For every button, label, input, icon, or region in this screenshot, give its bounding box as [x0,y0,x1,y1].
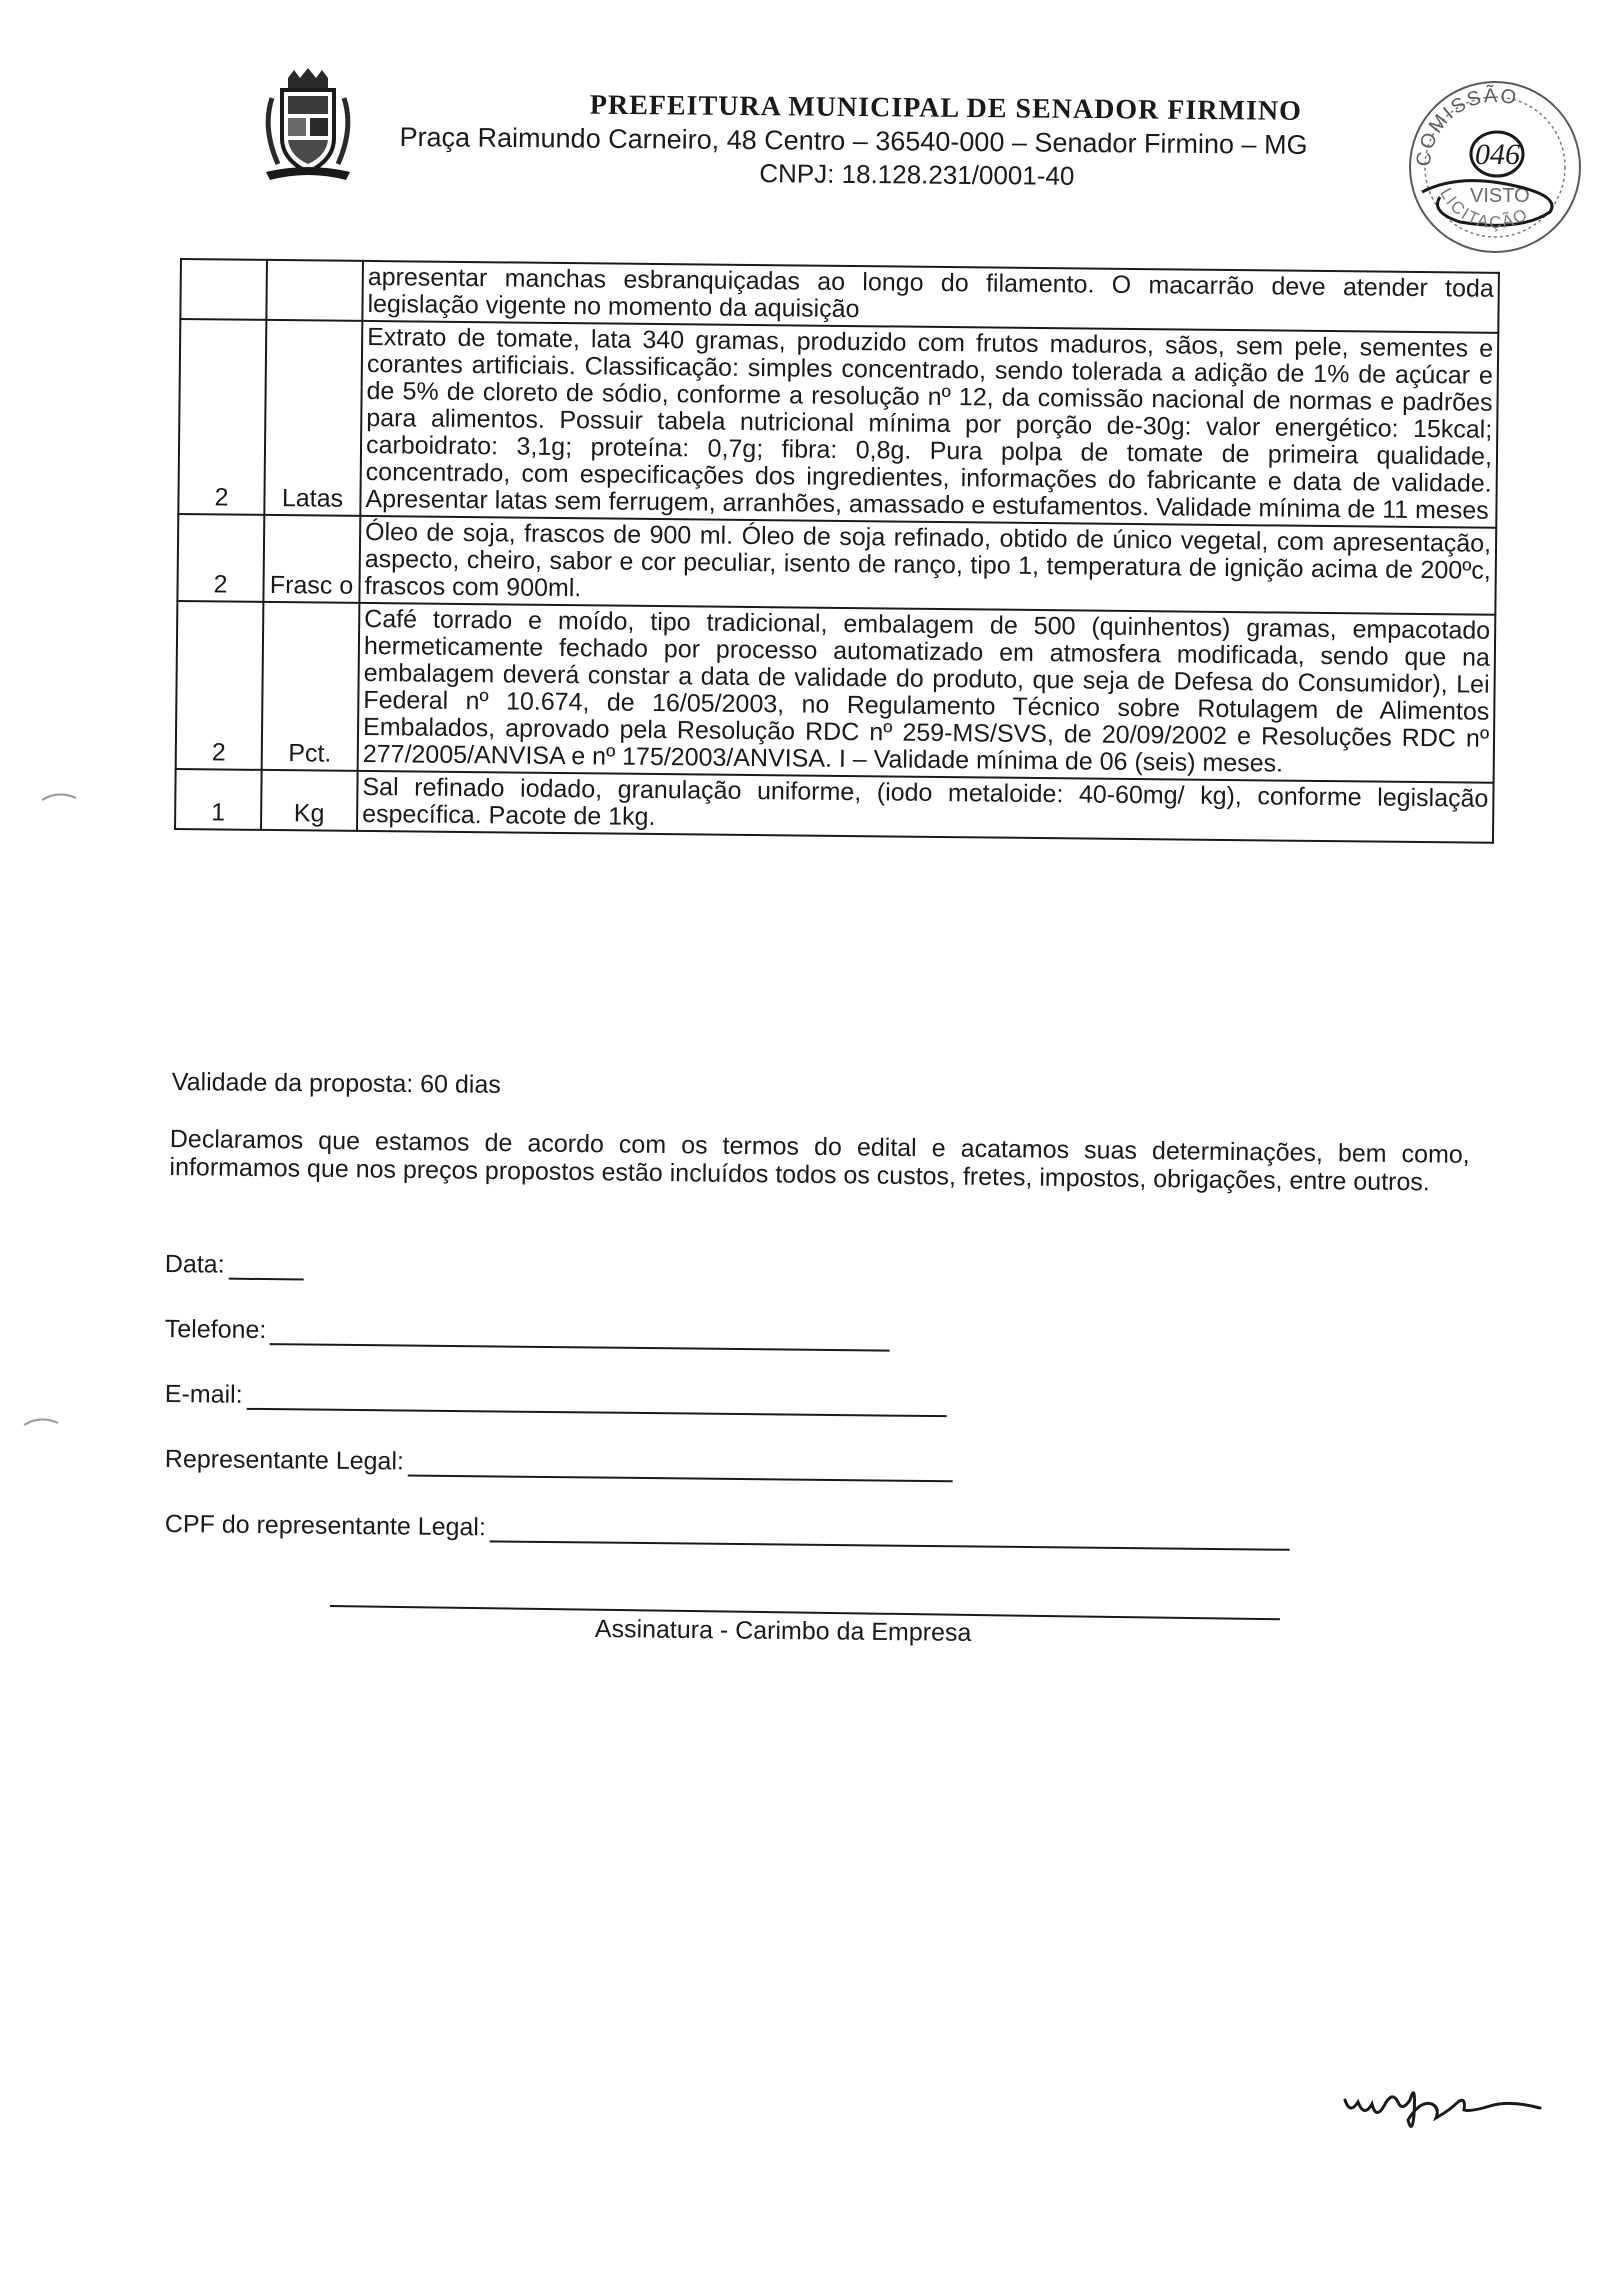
letterhead-address: Praça Raimundo Carneiro, 48 Centro – 36540-000 – Senador Firmino – MG [399,121,1308,160]
item-unit: Frasc o [263,515,360,603]
item-description: Extrato de tomate, lata 340 gramas, produzido com frutos maduros, sãos, sem pele, sementes e corantes artificiais. Classificação: simples concentrado, sendo tolerada a adição de 1% de açúcar e de 5% de cloreto de sódio, conforme a resolução nº 12, da comissão nacional de normas e padrões para alimentos. Possuir tabela nutricional mínima por porção de-30g: valor energético: 15kcal; carboidrato: 3,1g; proteína: 0,7g; fibra: 0,8g. Pura polpa de tomate de primeira qualidade, concentrado, com especificações dos ingredientes, informações do fabricante e data de validade. Apresentar latas sem ferrugem, arranhões, amassado e estufamentos. Validade mínima de 11 meses [360,321,1498,528]
signature-caption: Assinatura - Carimbo da Empresa [594,1615,972,1647]
date-label: Data: [164,1250,225,1279]
legal-rep-label: Representante Legal: [164,1445,405,1476]
item-unit: Pct. [262,602,360,771]
phone-field[interactable] [165,1315,891,1352]
cpf-blank-line[interactable] [490,1516,1290,1550]
item-description: Óleo de soja, frascos de 900 ml. Óleo de soja refinado, obtido de único vegetal, com apresentação, aspecto, cheiro, sabor e cor peculiar, isento de ranço, tipo 1, temperatura de ignição acima de 200ºc, frascos com 900ml. [359,516,1496,615]
letterhead-cnpj: CNPJ: 18.128.231/0001-40 [759,158,1075,191]
item-quantity: 1 [175,769,262,830]
scan-artifact-mark [22,1413,62,1429]
table-row [176,601,1496,783]
items-table-wrapper [174,258,1540,844]
stamp-mid-text: VISTO [1470,185,1530,207]
item-description: apresentar manchas esbranquiçadas ao longo do filamento. O macarrão deve atender toda legislação vigente no momento da aquisição [362,261,1499,333]
item-unit: Kg [261,770,358,831]
letterhead [399,88,1400,195]
item-quantity: 2 [178,319,266,515]
declaration-paragraph: Declaramos que estamos de acordo com os termos do edital e acatamos suas determinações, bem como, informamos que nos preços propostos estão incluídos todos os custos, fretes, impostos, obrigações, entre outros. [169,1125,1470,1196]
stamp-bottom-text: LICITAÇÃO [1436,184,1532,233]
table-row [178,319,1498,528]
cpf-label: CPF do representante Legal: [164,1510,487,1542]
item-quantity [180,259,267,320]
item-unit: Latas [264,320,362,516]
item-quantity: 2 [177,514,264,602]
scan-artifact-mark [40,788,80,804]
cpf-field[interactable] [165,1510,1290,1551]
items-table [174,258,1500,844]
table-row [175,769,1494,843]
item-description: Café torrado e moído, tipo tradicional, embalagem de 500 (quinhentos) gramas, empacotado hermeticamente fechado por processo automatizado em atmosfera modificada, sendo que na embalagem deverá constar a data de validade do produto, que seja de Defesa do Consumidor), Lei Federal nº 10.674, de 16/05/2003, no Regulamento Técnico sobre Rotulagem de Alimentos Embalados, aprovado pela Resolução RDC nº 259-MS/SVS, de 20/09/2002 e Resoluções RDC nº 277/2005/ANVISA e nº 175/2003/ANVISA. I – Validade mínima de 06 (seis) meses. [358,603,1496,783]
letterhead-title: PREFEITURA MUNICIPAL DE SENADOR FIRMINO [589,89,1303,127]
stamp-number: 046 [1475,138,1520,171]
date-blank-line[interactable] [228,1254,303,1281]
email-label: E-mail: [164,1380,243,1409]
item-unit [266,260,363,321]
legal-rep-field[interactable] [165,1445,953,1482]
phone-label: Telefone: [164,1315,267,1345]
phone-blank-line[interactable] [270,1319,890,1351]
proposal-validity: Validade da proposta: 60 dias [171,1068,501,1099]
commission-stamp [1400,72,1590,262]
email-blank-line[interactable] [246,1384,946,1417]
email-field[interactable] [165,1380,947,1417]
stamp-top-text: COMISSÃO [1412,84,1521,168]
table-row [177,514,1496,615]
municipal-crest-logo [258,68,358,183]
handwritten-initials [1340,2060,1550,2140]
item-quantity: 2 [176,601,264,770]
date-field[interactable] [165,1250,304,1280]
legal-rep-blank-line[interactable] [408,1451,953,1483]
item-description: Sal refinado iodado, granulação uniforme, (iodo metaloide: 40-60mg/ kg), conforme legislação específica. Pacote de 1kg. [357,771,1494,843]
